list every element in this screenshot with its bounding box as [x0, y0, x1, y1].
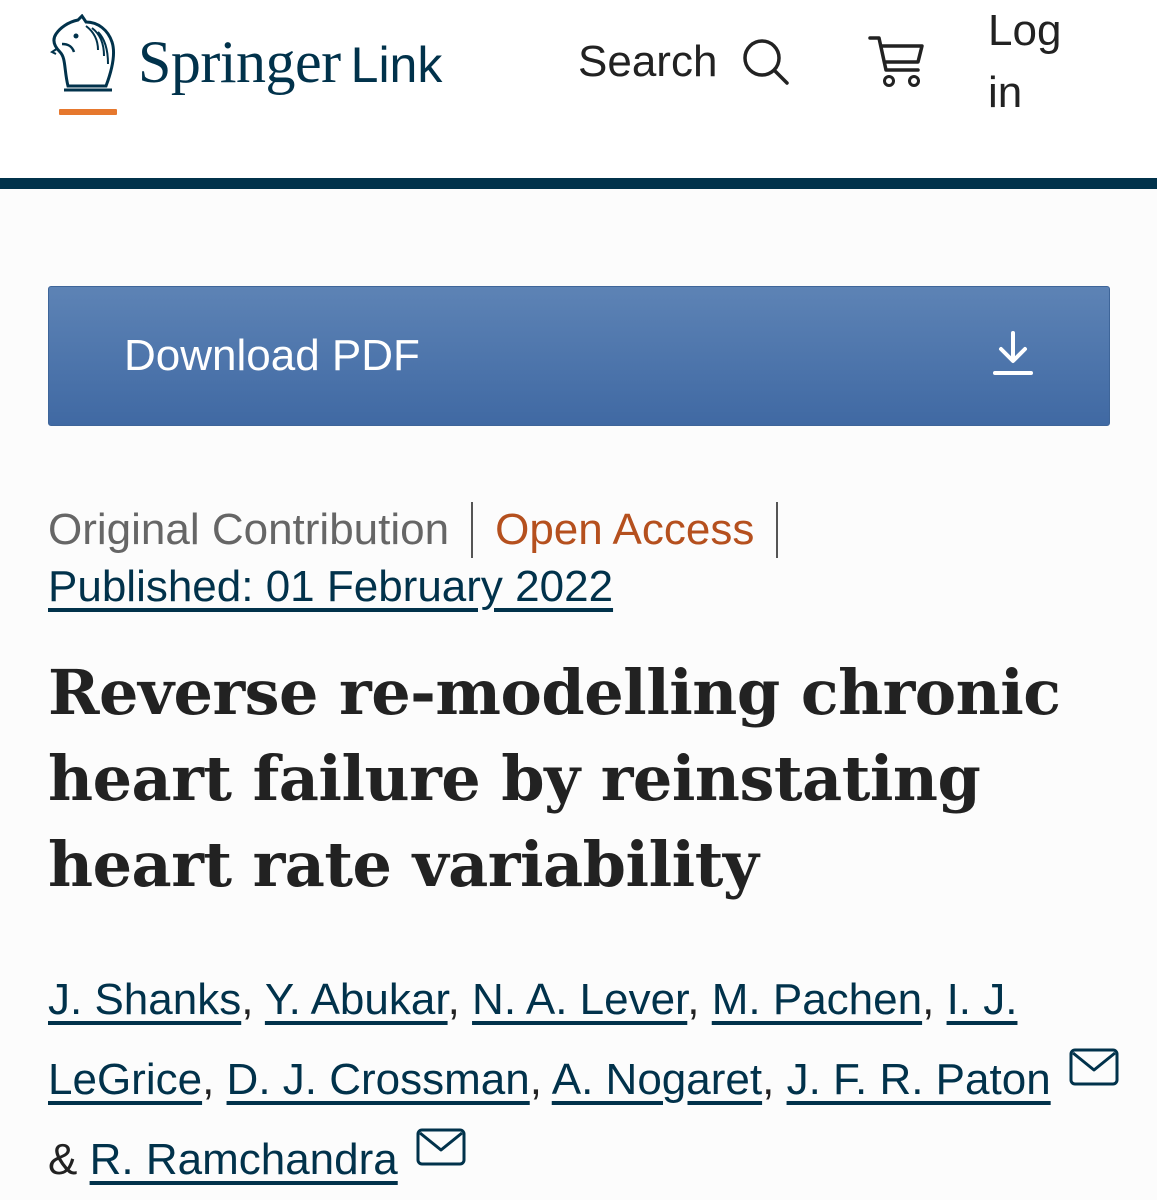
springer-link-logo[interactable] [46, 14, 486, 104]
springer-horse-logo-icon [46, 14, 124, 94]
download-pdf-label: Download PDF [124, 331, 420, 380]
brand-secondary: Link [350, 37, 443, 93]
article-meta [48, 502, 800, 558]
search-button[interactable] [578, 36, 791, 88]
download-pdf-button[interactable] [48, 286, 1110, 426]
mail-icon[interactable] [416, 1128, 466, 1166]
author-separator: , [202, 1055, 215, 1104]
brand-primary: Springer [138, 29, 341, 95]
article-type: Original Contribution [48, 505, 450, 554]
author-link[interactable]: J. Shanks [48, 975, 242, 1024]
author-link[interactable]: I. J. LeGrice [48, 975, 1018, 1104]
site-header [0, 0, 1157, 178]
logo-accent-bar [59, 109, 117, 115]
open-access-badge: Open Access [495, 505, 755, 554]
author-list [48, 960, 1128, 1200]
download-icon [991, 331, 1035, 377]
author-separator: , [687, 975, 700, 1024]
author-and: & [48, 1135, 78, 1184]
meta-separator [471, 502, 473, 558]
meta-separator [776, 502, 778, 558]
login-link[interactable]: Log in [988, 6, 1062, 117]
header-divider [0, 178, 1157, 189]
article-title: Reverse re-modelling chronic heart failure by reinstating heart rate variability [48, 656, 1061, 901]
author-separator: , [241, 975, 254, 1024]
brand-name [138, 28, 442, 97]
published-date-link[interactable]: Published: 01 February 2022 [48, 562, 614, 611]
author-separator: , [762, 1055, 775, 1104]
author-link[interactable]: M. Pachen [711, 975, 923, 1024]
author-link[interactable]: A. Nogaret [551, 1055, 763, 1104]
author-link[interactable]: D. J. Crossman [226, 1055, 530, 1104]
search-icon [741, 37, 791, 87]
author-link[interactable]: Y. Abukar [264, 975, 448, 1024]
author-link[interactable]: N. A. Lever [472, 975, 688, 1024]
author-separator: , [447, 975, 460, 1024]
author-link[interactable]: J. F. R. Paton [786, 1055, 1051, 1104]
author-separator: , [922, 975, 935, 1024]
search-label: Search [578, 37, 718, 86]
author-separator: , [529, 1055, 542, 1104]
cart-icon[interactable] [868, 34, 926, 90]
author-link[interactable]: R. Ramchandra [89, 1135, 398, 1184]
mail-icon[interactable] [1069, 1048, 1119, 1086]
